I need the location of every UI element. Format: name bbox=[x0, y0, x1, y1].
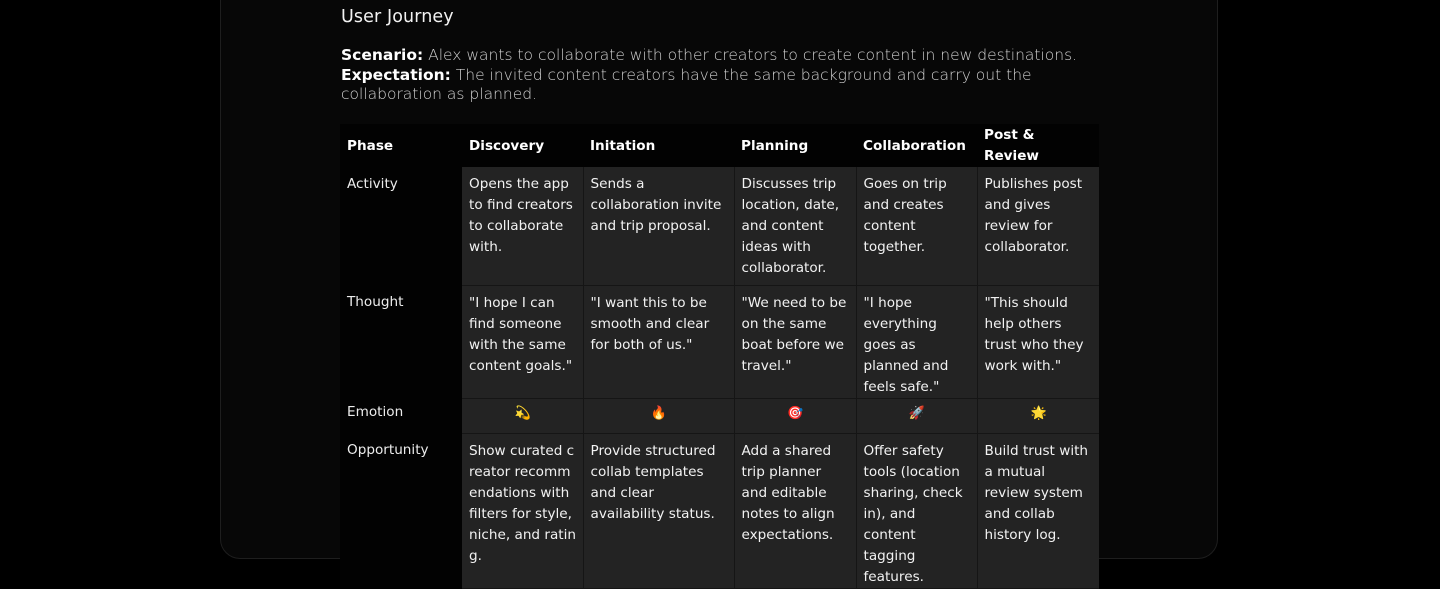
emotion-cell-post-review bbox=[977, 398, 1099, 433]
thought-cell-planning: "We need to be on the same boat before we travel." bbox=[734, 285, 856, 398]
table-row-emotion bbox=[340, 398, 1099, 433]
dizzy-icon: 💫 bbox=[514, 405, 531, 421]
target-icon: 🎯 bbox=[787, 405, 804, 421]
opportunity-cell-initation: Provide structured collab templates and clear availability status. bbox=[583, 433, 734, 588]
activity-cell-planning: Discusses trip location, date, and content ideas with collaborator. bbox=[734, 167, 856, 285]
thought-cell-collaboration: "I hope everything goes as planned and feels safe." bbox=[856, 285, 977, 398]
table-header-row bbox=[340, 124, 1099, 167]
column-header-post-review: Post & Review bbox=[977, 124, 1099, 167]
column-header-initation: Initation bbox=[583, 124, 734, 167]
scenario-block bbox=[341, 46, 1111, 105]
emotion-cell-planning bbox=[734, 398, 856, 433]
activity-cell-post-review: Publishes post and gives review for collaborator. bbox=[977, 167, 1099, 285]
row-label-opportunity: Opportunity bbox=[340, 433, 462, 588]
row-label-emotion: Emotion bbox=[340, 398, 462, 433]
emotion-cell-initation bbox=[583, 398, 734, 433]
thought-cell-post-review: "This should help others trust who they work with." bbox=[977, 285, 1099, 398]
row-label-thought: Thought bbox=[340, 285, 462, 398]
page-title: User Journey bbox=[341, 7, 454, 27]
emotion-cell-discovery bbox=[462, 398, 583, 433]
activity-cell-discovery: Opens the app to find creators to collaborate with. bbox=[462, 167, 583, 285]
rocket-icon: 🚀 bbox=[908, 405, 926, 421]
column-header-discovery: Discovery bbox=[462, 124, 583, 167]
table-row-thought bbox=[340, 285, 1099, 398]
glowing-star-icon: 🌟 bbox=[1030, 405, 1047, 421]
row-label-activity: Activity bbox=[340, 167, 462, 285]
scenario-line bbox=[341, 46, 1111, 66]
expectation-text: The invited content creators have the same background and carry out the collaboration as planned. bbox=[341, 65, 1032, 103]
emotion-cell-collaboration bbox=[856, 398, 977, 433]
table-row-activity bbox=[340, 167, 1099, 285]
thought-cell-initation: "I want this to be smooth and clear for both of us." bbox=[583, 285, 734, 398]
scenario-label: Scenario: bbox=[341, 46, 424, 64]
opportunity-cell-collaboration: Offer safety tools (location sharing, check in), and content tagging features. bbox=[856, 433, 977, 588]
opportunity-cell-discovery: Show curated creator recommendations with filters for style, niche, and rating. bbox=[462, 433, 583, 588]
expectation-label: Expectation: bbox=[341, 65, 451, 84]
column-header-collaboration: Collaboration bbox=[856, 124, 977, 167]
activity-cell-initation: Sends a collaboration invite and trip proposal. bbox=[583, 167, 734, 285]
activity-cell-collaboration: Goes on trip and creates content together. bbox=[856, 167, 977, 285]
user-journey-table bbox=[340, 124, 1099, 589]
thought-cell-discovery: "I hope I can find someone with the same content goals." bbox=[462, 285, 583, 398]
fire-icon: 🔥 bbox=[650, 405, 668, 421]
scenario-text: Alex wants to collaborate with other creators to create content in new destinations. bbox=[423, 46, 1078, 64]
expectation-line bbox=[341, 66, 1111, 105]
table-row-opportunity bbox=[340, 433, 1099, 588]
opportunity-cell-post-review: Build trust with a mutual review system and collab history log. bbox=[977, 433, 1099, 588]
column-header-planning: Planning bbox=[734, 124, 856, 167]
opportunity-cell-planning: Add a shared trip planner and editable notes to align expectations. bbox=[734, 433, 856, 588]
column-header-phase: Phase bbox=[340, 124, 462, 167]
